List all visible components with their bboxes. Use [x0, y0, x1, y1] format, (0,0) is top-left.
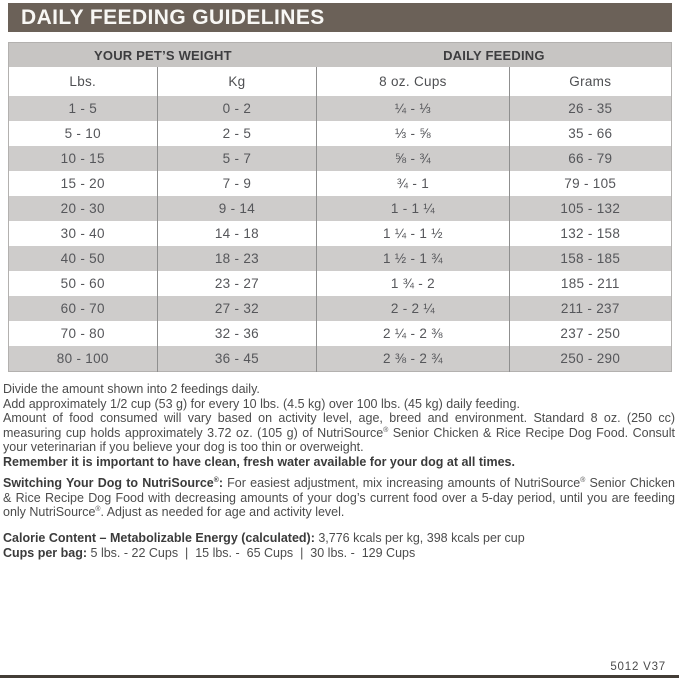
cell-lbs: 60 - 70 — [60, 301, 105, 316]
cell-grams: 250 - 290 — [509, 346, 671, 371]
calorie-info — [3, 531, 675, 560]
cell-cups: ⅝ - ¾ — [317, 146, 509, 171]
cell-cups: 1 ¾ - 2 — [317, 271, 509, 296]
cell-cups: 2 ¼ - 2 ⅜ — [317, 321, 509, 346]
cell-grams: 132 - 158 — [509, 221, 671, 246]
cell-kg: 9 - 14 — [157, 196, 317, 221]
column-header-row — [9, 67, 672, 96]
feeding-notes — [3, 382, 675, 469]
col-header-lbs: Lbs. — [9, 67, 158, 96]
note-amount-varies: Amount of food consumed will vary based on activity level, age, breed and environment. Standard 8 oz. (250 cc) measuring cup holds approximately 3.72 oz. (105 g) of NutriSource® Senior Chicken & Rice Recipe Dog Food. Consult your veterinarian if you believe your dog is too thin or overweight. — [3, 411, 675, 454]
cell-cups: 1 - 1 ¼ — [317, 196, 509, 221]
cups-per-bag-label: Cups per bag: — [3, 545, 88, 560]
table-row — [9, 121, 672, 146]
group-header-pet-weight: YOUR PET’S WEIGHT — [9, 43, 317, 68]
switching-body: For easiest adjustment, mix increasing amounts of NutriSource® Senior Chicken & Rice Recipe Dog Food with decreasing amounts of your dog’s current food over a 5-day period, until you are feeding only NutriSource®. Adjust as needed for age and activity level. — [3, 476, 675, 519]
cell-grams: 211 - 237 — [509, 296, 671, 321]
cell-kg: 5 - 7 — [157, 146, 317, 171]
cell-cups: ¾ - 1 — [317, 171, 509, 196]
cell-cups: ⅓ - ⅝ — [317, 121, 509, 146]
group-header-row — [9, 43, 672, 68]
product-code: 5012 V37 — [610, 661, 666, 673]
cell-lbs: 15 - 20 — [60, 176, 105, 191]
switching-paragraph — [3, 476, 675, 520]
cell-cups: 2 ⅜ - 2 ¾ — [317, 346, 509, 371]
calorie-content-line — [3, 531, 675, 546]
table-row — [9, 171, 672, 196]
table-row — [9, 196, 672, 221]
cell-grams: 105 - 132 — [509, 196, 671, 221]
note-fresh-water — [3, 455, 675, 470]
table-row — [9, 221, 672, 246]
col-header-grams: Grams — [509, 67, 671, 96]
cups-per-bag-line — [3, 546, 675, 561]
cell-kg: 32 - 36 — [157, 321, 317, 346]
cell-grams: 26 - 35 — [509, 96, 671, 121]
cell-grams: 237 - 250 — [509, 321, 671, 346]
cell-lbs: 20 - 30 — [60, 201, 105, 216]
cell-lbs: 10 - 15 — [60, 151, 105, 166]
group-header-daily-feeding: DAILY FEEDING — [317, 43, 672, 68]
switching-text — [3, 476, 675, 520]
cell-lbs: 30 - 40 — [60, 226, 105, 241]
table-row — [9, 296, 672, 321]
table-row — [9, 321, 672, 346]
col-header-cups: 8 oz. Cups — [317, 67, 509, 96]
note-divide-feedings: Divide the amount shown into 2 feedings daily. — [3, 382, 260, 396]
cell-lbs: 80 - 100 — [56, 350, 109, 366]
title-bar — [8, 3, 672, 32]
cell-cups: 1 ¼ - 1 ½ — [317, 221, 509, 246]
cell-kg: 14 - 18 — [157, 221, 317, 246]
cell-cups: 1 ½ - 1 ¾ — [317, 246, 509, 271]
cell-kg: 27 - 32 — [157, 296, 317, 321]
table-row — [9, 271, 672, 296]
cell-grams: 66 - 79 — [509, 146, 671, 171]
cell-kg: 36 - 45 — [157, 346, 317, 371]
cell-kg: 7 - 9 — [157, 171, 317, 196]
cell-kg: 18 - 23 — [157, 246, 317, 271]
cell-lbs: 50 - 60 — [60, 276, 105, 291]
switching-label: Switching Your Dog to NutriSource®: — [3, 476, 223, 490]
cell-grams: 79 - 105 — [509, 171, 671, 196]
table-row — [9, 146, 672, 171]
cell-kg: 23 - 27 — [157, 271, 317, 296]
cell-lbs: 1 - 5 — [68, 101, 97, 116]
cell-cups: ¼ - ⅓ — [317, 96, 509, 121]
feeding-guidelines-table — [8, 42, 672, 372]
cell-kg: 0 - 2 — [157, 96, 317, 121]
col-header-kg: Kg — [157, 67, 317, 96]
cups-per-bag-value: 5 lbs. - 22 Cups | 15 lbs. - 65 Cups | 30 lbs. - 129 Cups — [87, 545, 416, 560]
cell-kg: 2 - 5 — [157, 121, 317, 146]
table-row — [9, 96, 672, 121]
cell-lbs: 5 - 10 — [64, 126, 101, 141]
calorie-content-value: 3,776 kcals per kg, 398 kcals per cup — [314, 531, 525, 545]
cell-grams: 185 - 211 — [509, 271, 671, 296]
cell-grams: 35 - 66 — [509, 121, 671, 146]
cell-lbs: 70 - 80 — [60, 326, 105, 341]
cell-lbs: 40 - 50 — [60, 251, 105, 266]
note-fresh-water-text: Remember it is important to have clean, fresh water available for your dog at all times. — [3, 454, 515, 469]
cell-grams: 158 - 185 — [509, 246, 671, 271]
table-row — [9, 346, 672, 371]
note-add-over-100lbs: Add approximately 1/2 cup (53 g) for every 10 lbs. (4.5 kg) over 100 lbs. (45 kg) daily feeding. — [3, 396, 520, 411]
page-title: DAILY FEEDING GUIDELINES — [21, 6, 325, 29]
cell-cups: 2 - 2 ¼ — [317, 296, 509, 321]
calorie-content-label: Calorie Content – Metabolizable Energy (calculated): — [3, 531, 315, 545]
table-body — [9, 96, 672, 371]
table-row — [9, 246, 672, 271]
